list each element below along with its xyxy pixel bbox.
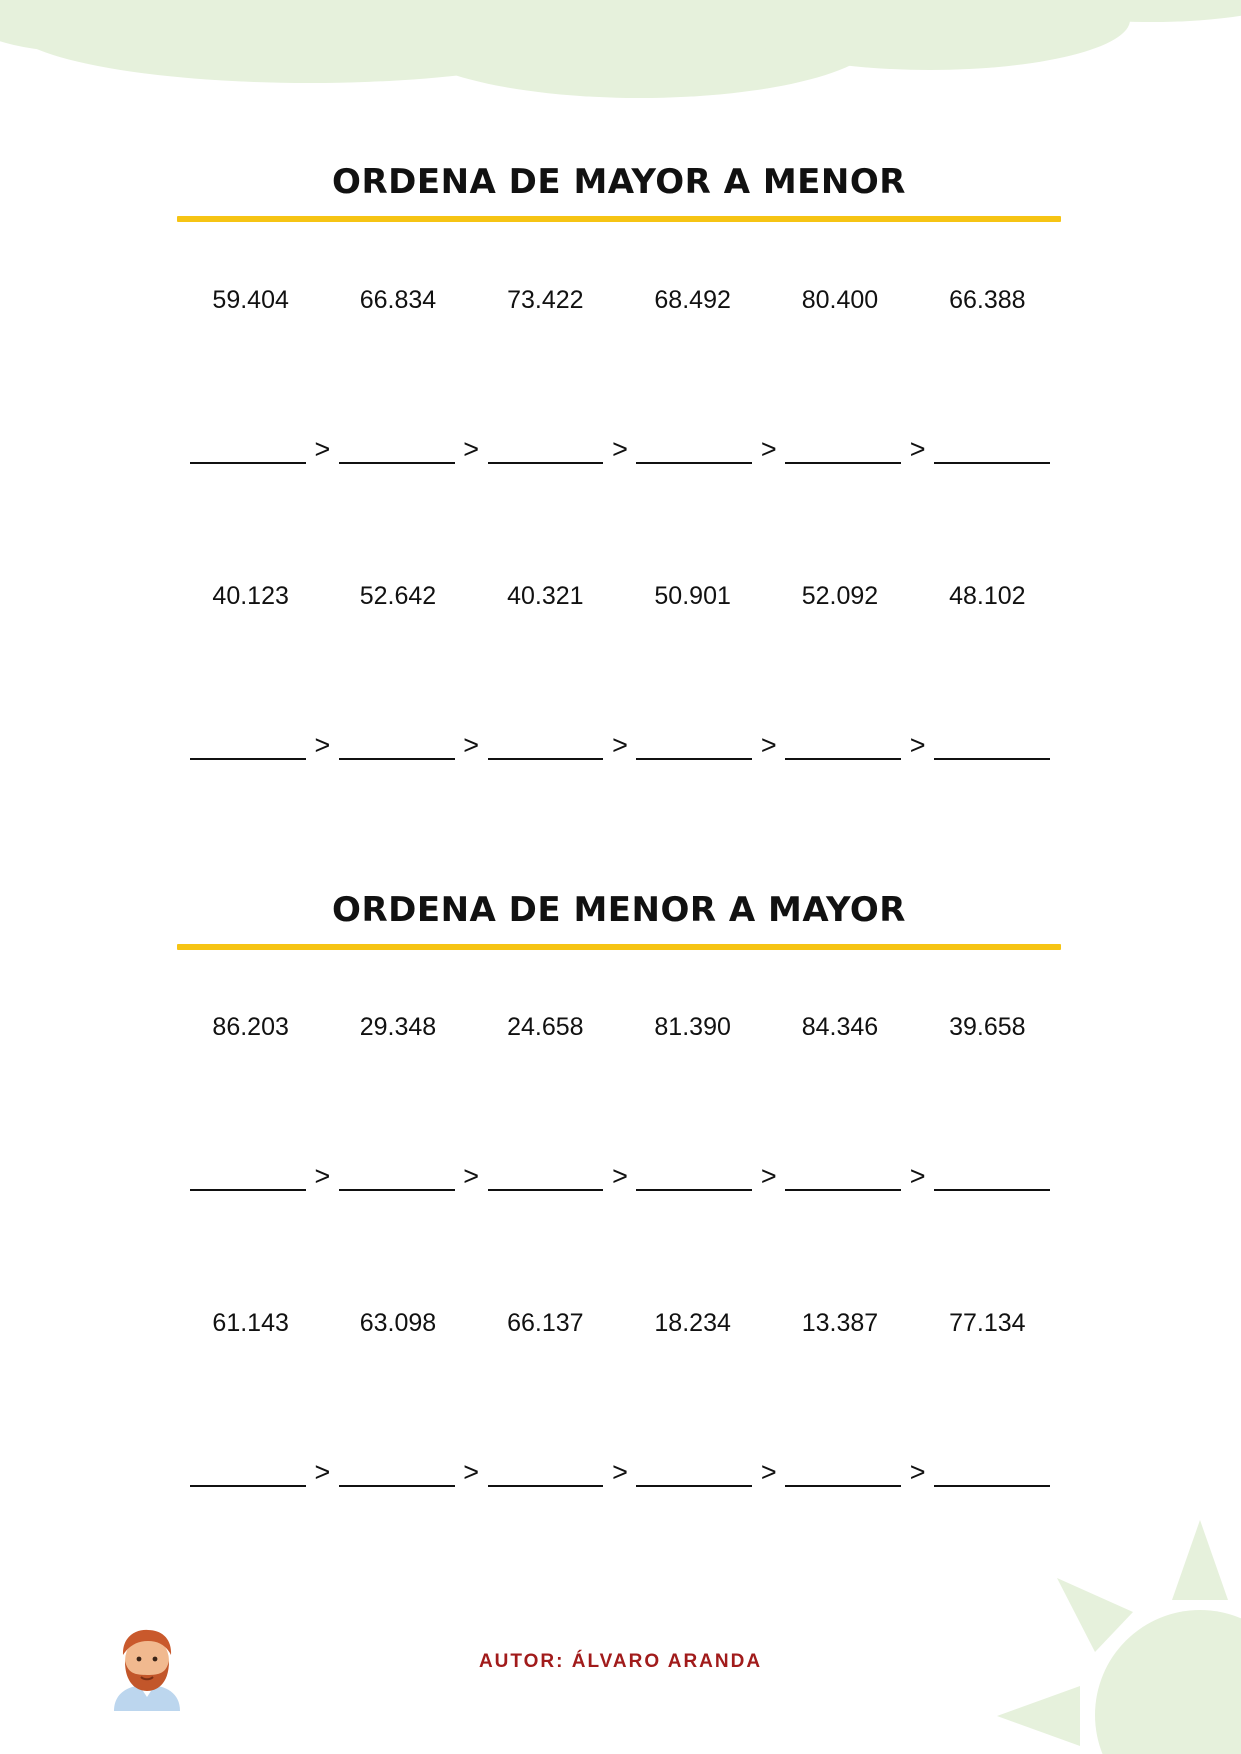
greater-than-sign: > (612, 1161, 628, 1191)
number: 52.642 (359, 582, 437, 610)
number: 59.404 (212, 286, 289, 314)
number-row (177, 1307, 1061, 1339)
greater-than-sign: > (612, 1457, 628, 1487)
number: 40.123 (212, 582, 289, 610)
greater-than-sign: > (612, 730, 628, 760)
answer-blank[interactable] (488, 1455, 604, 1487)
answer-blank[interactable] (488, 432, 604, 464)
section-menor-a-mayor (177, 888, 1061, 950)
number: 77.134 (949, 1309, 1026, 1337)
answer-blank[interactable] (488, 1159, 604, 1191)
answer-row (190, 1159, 1050, 1191)
answer-row (190, 728, 1050, 760)
greater-than-sign: > (314, 1457, 331, 1487)
answer-blank[interactable] (339, 432, 455, 464)
answer-row (190, 1455, 1050, 1487)
greater-than-sign: > (463, 1161, 480, 1191)
number: 86.203 (212, 1013, 289, 1041)
greater-than-sign: > (463, 1457, 480, 1487)
greater-than-sign: > (909, 1457, 926, 1487)
greater-than-sign: > (314, 434, 331, 464)
number: 48.102 (949, 582, 1026, 610)
answer-blank[interactable] (339, 728, 455, 760)
answer-blank[interactable] (190, 432, 306, 464)
answer-blank[interactable] (785, 432, 901, 464)
number-row (177, 284, 1061, 316)
number: 81.390 (654, 1013, 731, 1041)
greater-than-sign: > (760, 730, 777, 760)
answer-blank[interactable] (190, 1159, 306, 1191)
answer-blank[interactable] (636, 728, 752, 760)
answer-blank[interactable] (934, 1159, 1050, 1191)
answer-row (190, 432, 1050, 464)
title-underline (177, 944, 1061, 950)
greater-than-sign: > (314, 1161, 331, 1191)
answer-blank[interactable] (785, 1455, 901, 1487)
number-row (177, 1011, 1061, 1043)
greater-than-sign: > (909, 1161, 926, 1191)
answer-blank[interactable] (785, 728, 901, 760)
number: 13.387 (801, 1309, 879, 1337)
section-title: ORDENA DE MAYOR A MENOR (332, 162, 906, 202)
greater-than-sign: > (909, 434, 926, 464)
number: 52.092 (801, 582, 879, 610)
greater-than-sign: > (612, 434, 628, 464)
answer-blank[interactable] (190, 1455, 306, 1487)
greater-than-sign: > (463, 434, 480, 464)
answer-blank[interactable] (339, 1159, 455, 1191)
answer-blank[interactable] (488, 728, 604, 760)
number: 63.098 (359, 1309, 437, 1337)
number-row (177, 580, 1061, 612)
section-title: ORDENA DE MENOR A MAYOR (332, 890, 906, 930)
answer-blank[interactable] (190, 728, 306, 760)
number: 80.400 (801, 286, 879, 314)
number: 84.346 (801, 1013, 879, 1041)
number: 66.388 (949, 286, 1026, 314)
author-credit: AUTOR: ÁLVARO ARANDA (478, 1651, 763, 1672)
greater-than-sign: > (909, 730, 926, 760)
number: 29.348 (359, 1013, 437, 1041)
answer-blank[interactable] (934, 728, 1050, 760)
number: 24.658 (507, 1013, 584, 1041)
sun-decoration (997, 1520, 1241, 1754)
title-underline (177, 216, 1061, 222)
greater-than-sign: > (760, 1161, 777, 1191)
greater-than-sign: > (760, 434, 777, 464)
answer-blank[interactable] (785, 1159, 901, 1191)
number: 50.901 (654, 582, 731, 610)
number: 40.321 (507, 582, 584, 610)
number: 18.234 (654, 1309, 731, 1337)
number: 68.492 (654, 286, 731, 314)
answer-blank[interactable] (636, 1159, 752, 1191)
answer-blank[interactable] (636, 432, 752, 464)
cloud-decoration (0, 0, 1241, 98)
greater-than-sign: > (463, 730, 480, 760)
answer-blank[interactable] (934, 432, 1050, 464)
greater-than-sign: > (314, 730, 331, 760)
number: 66.834 (359, 286, 437, 314)
number: 61.143 (212, 1309, 289, 1337)
number: 39.658 (949, 1013, 1026, 1041)
number: 73.422 (507, 286, 584, 314)
answer-blank[interactable] (339, 1455, 455, 1487)
answer-blank[interactable] (934, 1455, 1050, 1487)
greater-than-sign: > (760, 1457, 777, 1487)
section-mayor-a-menor (177, 160, 1061, 222)
answer-blank[interactable] (636, 1455, 752, 1487)
number: 66.137 (507, 1309, 584, 1337)
